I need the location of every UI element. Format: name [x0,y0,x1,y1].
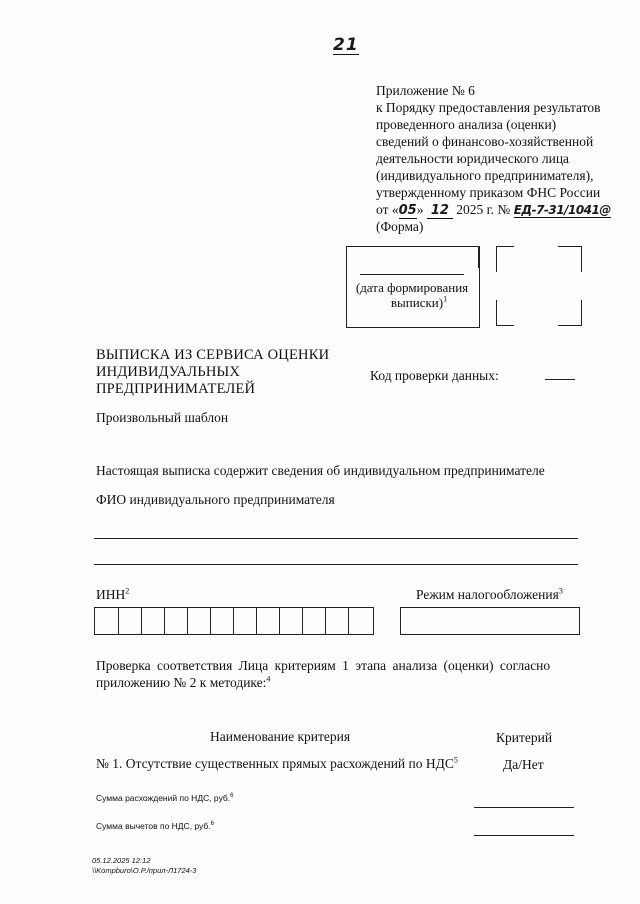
appendix-line-2: проведенного анализа (оценки) [376,117,557,132]
criterion-row-1-label: № 1. Отсутствие существенных прямых расхождений по НДС [96,756,454,771]
inn-divider [187,608,188,634]
vat-deduction-label: Сумма вычетов по НДС, руб. [96,821,211,831]
inn-divider [141,608,142,634]
compliance-footnote: 4 [266,674,271,684]
check-code-label: Код проверки данных: [370,368,499,383]
inn-divider [256,608,257,634]
corner-left-bottom [496,300,497,326]
inn-divider [279,608,280,634]
vat-deduction-footnote: 6 [210,821,214,828]
appendix-block [376,82,640,219]
inn-divider [118,608,119,634]
vat-discrepancy-line [474,807,574,808]
corner-right-top [581,246,582,272]
corner-top-right [558,246,582,247]
date-mid: » [416,202,427,217]
criterion-row-1-value: Да/Нет [503,757,544,772]
corner-right-bottom [581,300,582,326]
vat-discrepancy-label: Сумма расхождений по НДС, руб. [96,793,231,803]
appendix-line-3: сведений о финансово-хозяйственной [376,134,594,149]
inn-divider [164,608,165,634]
inn-divider [302,608,303,634]
inn-divider [325,608,326,634]
appendix-title: Приложение № 6 [376,83,475,98]
criterion-row-1-footnote: 5 [453,755,458,765]
tax-regime-label: Режим налогообложения [416,587,559,602]
title-line-2: ИНДИВИДУАЛЬНЫХ [96,364,241,380]
check-code-value-line [545,379,575,380]
appendix-line-6: утвержденному приказом ФНС России [376,185,601,200]
fio-line-1 [94,538,578,539]
template-label: Произвольный шаблон [96,410,229,425]
criterion-row-1 [96,755,458,772]
title-line-3: ПРЕДПРИНИМАТЕЛЕЙ [96,381,256,397]
inn-cells[interactable] [94,607,374,635]
form-label: (Форма) [376,219,424,234]
compliance-line-2: приложению № 2 к методике: [96,675,267,690]
date-box-underline [360,274,464,275]
corner-left-top [496,246,497,272]
footer-block [92,856,196,876]
order-number: ЕД-7-31/1041@ [513,203,611,217]
date-box-caption [346,280,478,310]
date-box-line-2-wrap [346,295,478,310]
intro-text: Настоящая выписка содержит сведения об индивидуальном предпринимателе [96,463,545,478]
compliance-paragraph [96,657,574,691]
inn-divider [233,608,234,634]
tax-regime-box[interactable] [400,607,580,635]
appendix-line-4: деятельности юридического лица [376,151,570,166]
inn-divider [348,608,349,634]
document-title [96,347,329,398]
corner-bottom-left [496,325,514,326]
date-month: 12 [427,203,453,219]
fio-label: ФИО индивидуального предпринимателя [96,492,335,507]
compliance-line-1: Проверка соответствия Лица критериям 1 этапа анализа (оценки) согласно [96,658,551,673]
title-line-1: ВЫПИСКА ИЗ СЕРВИСА ОЦЕНКИ [96,347,330,363]
appendix-date-line [376,201,640,219]
footer-reference: \\Kompburo\О.Р./прил-Л1724-3 [92,866,197,875]
date-year: 2025 г. № [452,202,511,217]
inn-label: ИНН [96,587,126,602]
tax-regime-footnote: 3 [558,586,563,596]
fio-line-2 [94,564,578,565]
date-box-tick [478,246,479,268]
appendix-line-1: к Порядку предоставления результатов [376,100,601,115]
criterion-header: Критерий [496,730,553,745]
compliance-line-2-wrap [96,674,574,691]
date-box-line-2: выписки) [390,295,444,310]
date-box-line-1: (дата формирования [355,280,469,295]
inn-divider [210,608,211,634]
page-number: 21 [333,35,359,55]
inn-footnote: 2 [125,586,130,596]
vat-discrepancy-footnote: 6 [230,793,234,800]
appendix-line-5: (индивидуального предпринимателя), [376,168,594,183]
vat-deduction-row [96,821,214,832]
inn-label-wrap [96,586,129,603]
vat-deduction-line [474,835,574,836]
corner-bottom-right [558,325,582,326]
date-day: 05 [398,203,417,218]
tax-regime-label-wrap [416,586,563,603]
date-prefix: от « [376,202,399,217]
footer-timestamp: 05.12.2025 12:12 [92,856,151,865]
vat-discrepancy-row [96,793,233,804]
criterion-name-header: Наименование критерия [210,729,351,744]
date-box-footnote: 1 [443,294,448,304]
corner-top-left [496,246,514,247]
